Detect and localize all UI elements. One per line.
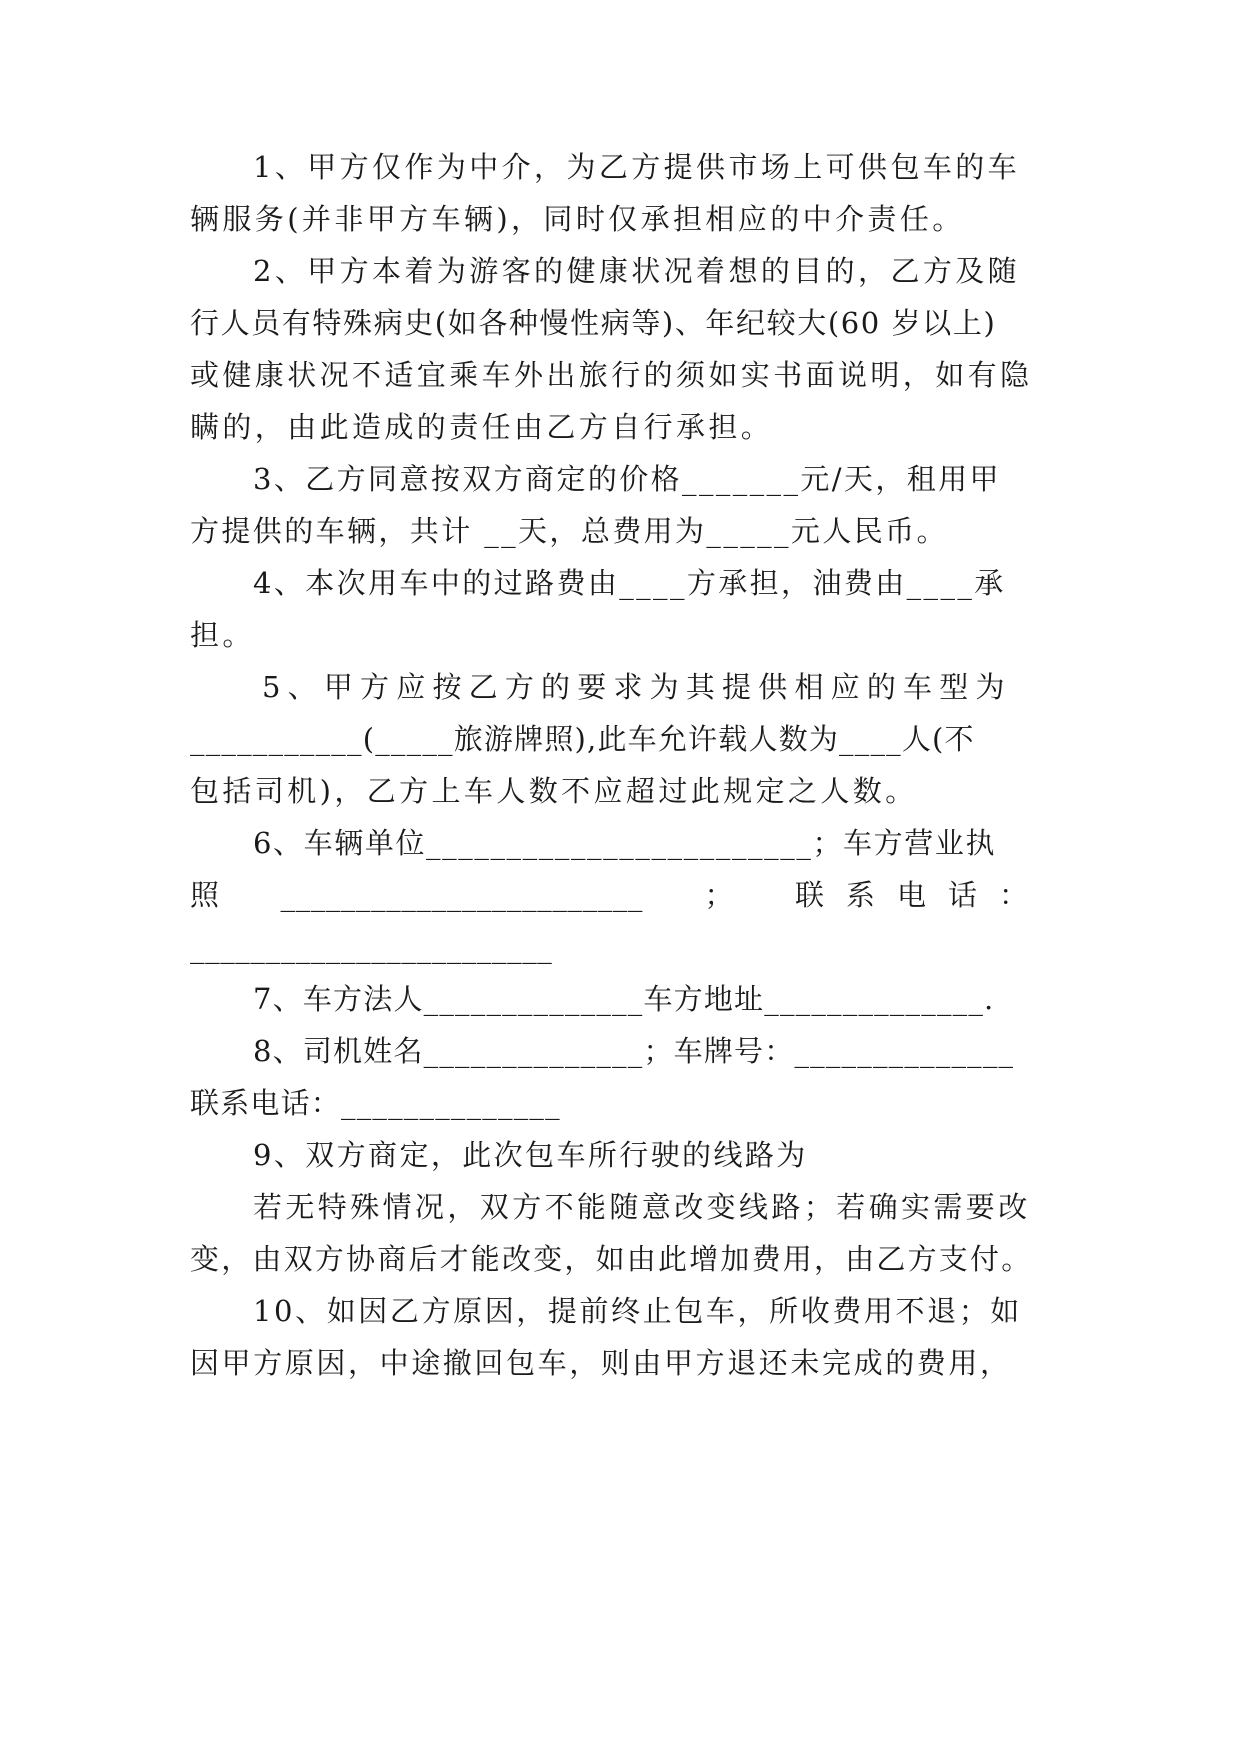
clause-8-line-1: 8、司机姓名______________；车牌号：______________ xyxy=(253,1034,1015,1068)
clause-5-line-2: ___________(_____旅游牌照),此车允许载人数为____人(不 xyxy=(190,722,975,756)
clause-2-line-1: 2、甲方本着为游客的健康状况着想的目的，乙方及随 xyxy=(253,254,1021,288)
clause-1-line-1: 1、甲方仅作为中介，为乙方提供市场上可供包车的车 xyxy=(253,150,1021,184)
clause-6-semicolon: ； xyxy=(704,878,734,912)
clause-4-line-1: 4、本次用车中的过路费由____方承担，油费由____承 xyxy=(253,566,1006,600)
clause-5-line-3: 包括司机)，乙方上车人数不应超过此规定之人数。 xyxy=(190,774,918,808)
clause-5-line-1: 5、甲方应按乙方的要求为其提供相应的车型为 xyxy=(262,670,1012,704)
clause-2-line-3: 或健康状况不适宜乘车外出旅行的须如实书面说明，如有隐 xyxy=(190,358,1033,392)
clause-2-line-2: 行人员有特殊病史(如各种慢性病等)、年纪较大(60 岁以上) xyxy=(190,306,997,340)
clause-3-line-2: 方提供的车辆，共计 __天，总费用为_____元人民币。 xyxy=(190,514,948,548)
clause-6-line-1: 6、车辆单位________________________；车方营业执 xyxy=(253,826,997,860)
clause-10-line-1: 10、如因乙方原因，提前终止包车，所收费用不退；如 xyxy=(253,1294,1022,1328)
clause-9-line-1: 9、双方商定，此次包车所行驶的线路为 xyxy=(253,1138,808,1172)
clause-1-line-2: 辆服务(并非甲方车辆)，同时仅承担相应的中介责任。 xyxy=(190,202,965,236)
clause-10-line-2: 因甲方原因，中途撤回包车，则由甲方退还未完成的费用， xyxy=(190,1346,1012,1380)
clause-2-line-4: 瞒的，由此造成的责任由乙方自行承担。 xyxy=(190,410,774,444)
clause-6-line-2 xyxy=(190,876,1050,914)
clause-9-line-2: 若无特殊情况，双方不能随意改变线路；若确实需要改 xyxy=(253,1190,1031,1224)
clause-3-line-1: 3、乙方同意按双方商定的价格_______元/天，租用甲 xyxy=(253,462,1001,496)
clause-6-phone-label: 联系电话： xyxy=(794,878,1050,912)
clause-7-line-1: 7、车方法人______________车方地址______________. xyxy=(253,982,995,1016)
clause-6-license-label: 照 xyxy=(190,878,220,912)
clause-9-line-3: 变，由双方协商后才能改变，如由此增加费用，由乙方支付。 xyxy=(190,1242,1033,1276)
clause-6-license-blank: ________________________ xyxy=(280,878,643,912)
clause-8-line-2: 联系电话：______________ xyxy=(190,1086,561,1120)
clause-6-line-3: ________________________ xyxy=(190,930,553,964)
clause-4-line-2: 担。 xyxy=(190,618,255,652)
